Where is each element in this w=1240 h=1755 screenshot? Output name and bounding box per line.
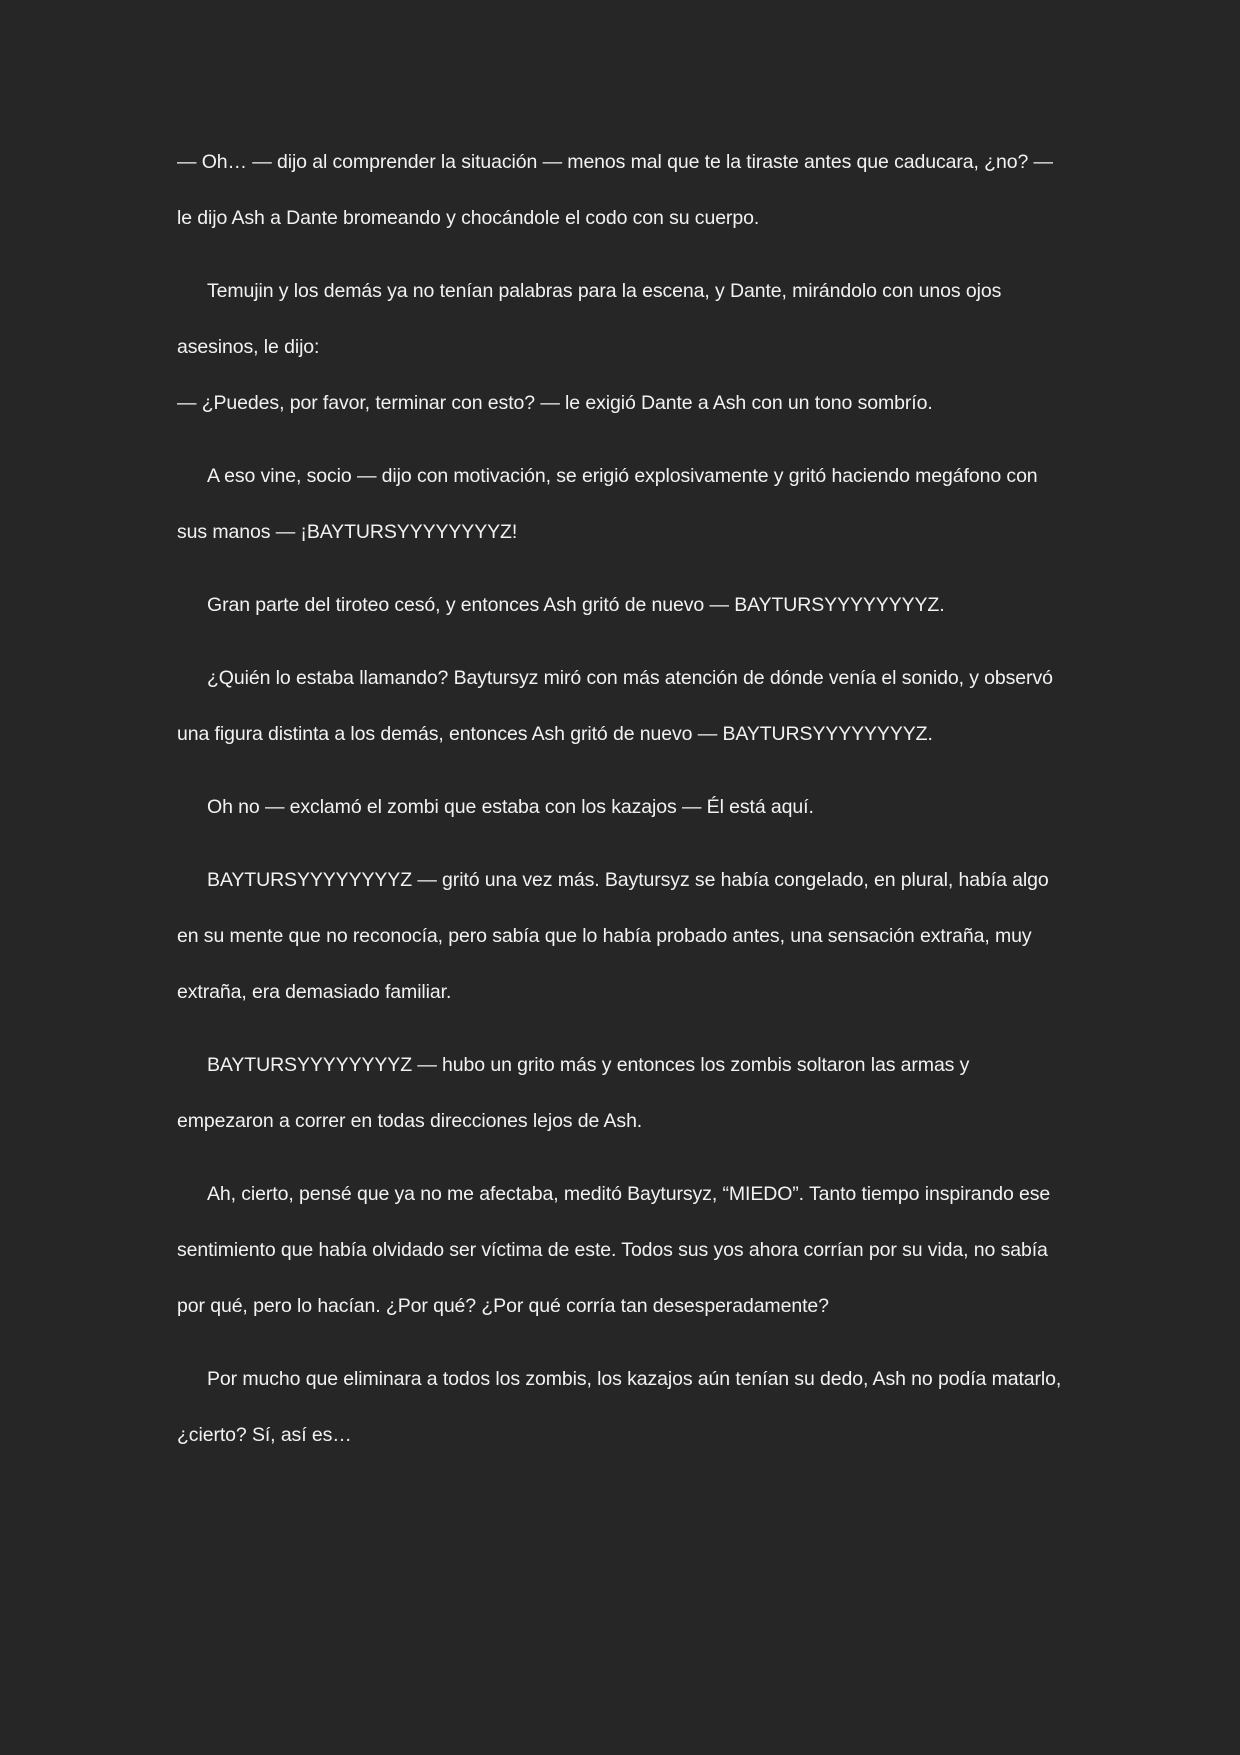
paragraph: BAYTURSYYYYYYYYZ — gritó una vez más. Baytursyz se había congelado, en plural, había algo en su mente que no reconocía, pero sabía que lo había probado antes, una sensación extraña, muy extraña, era demasiado familiar. [177, 869, 1049, 1003]
paragraph: Oh no — exclamó el zombi que estaba con los kazajos — Él está aquí. [207, 796, 814, 818]
paragraph: — Oh… — dijo al comprender la situación — menos mal que te la tiraste antes que caducara, ¿no? — le dijo Ash a Dante bromeando y chocándole el codo con su cuerpo. [177, 151, 1053, 229]
paragraph: Gran parte del tiroteo cesó, y entonces Ash gritó de nuevo — BAYTURSYYYYYYYYZ. [207, 594, 945, 616]
paragraph: BAYTURSYYYYYYYYZ — hubo un grito más y entonces los zombis soltaron las armas y empezaron a correr en todas direcciones lejos de Ash. [177, 1054, 970, 1132]
paragraph: Temujin y los demás ya no tenían palabras para la escena, y Dante, mirándolo con unos ojos asesinos, le dijo: [177, 280, 1002, 358]
paragraph: — ¿Puedes, por favor, terminar con esto? — le exigió Dante a Ash con un tono sombrío. [177, 392, 933, 414]
paragraph: ¿Quién lo estaba llamando? Baytursyz miró con más atención de dónde venía el sonido, y observó una figura distinta a los demás, entonces Ash gritó de nuevo — BAYTURSYYYYYYYYZ. [177, 667, 1053, 745]
paragraph: A eso vine, socio — dijo con motivación, se erigió explosivamente y gritó haciendo megáfono con sus manos — ¡BAYTURSYYYYYYYYZ! [177, 465, 1038, 543]
paragraph: Ah, cierto, pensé que ya no me afectaba, meditó Baytursyz, “MIEDO”. Tanto tiempo inspirando ese sentimiento que había olvidado ser víctima de este. Todos sus yos ahora corrían por su vida, no sabía por qué, pero lo hacían. ¿Por qué? ¿Por qué corría tan desesperadamente? [177, 1183, 1051, 1317]
paragraph: Por mucho que eliminara a todos los zombis, los kazajos aún tenían su dedo, Ash no podía matarlo, ¿cierto? Sí, así es… [177, 1368, 1062, 1446]
document-body [177, 134, 1067, 1463]
